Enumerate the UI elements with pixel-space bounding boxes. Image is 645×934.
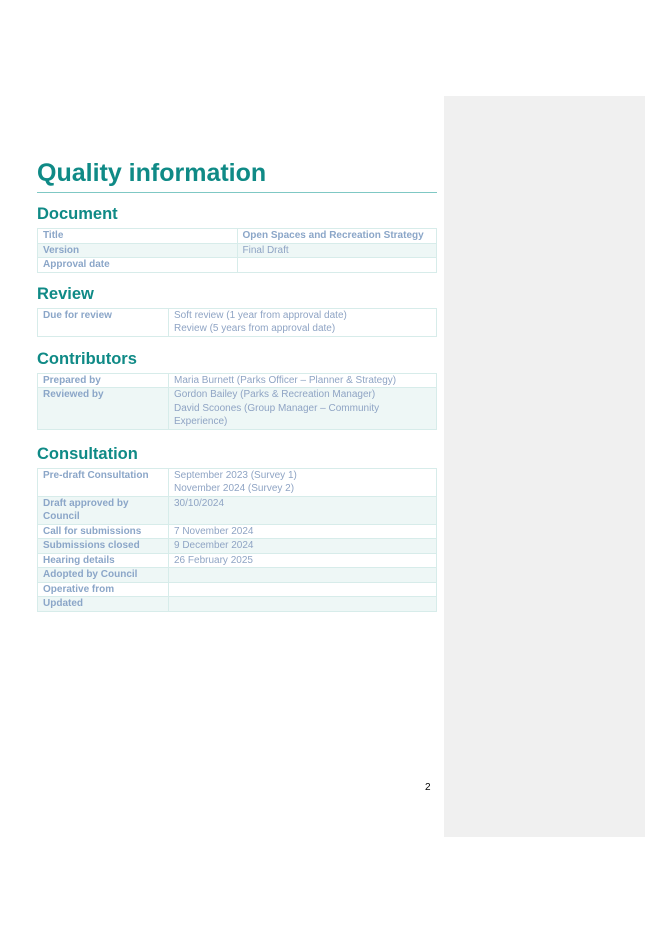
value-line: Gordon Bailey (Parks & Recreation Manager) <box>174 389 376 400</box>
row-value <box>169 388 437 430</box>
page-number: 2 <box>425 782 431 793</box>
row-label: Submissions closed <box>38 539 169 554</box>
row-label: Hearing details <box>38 553 169 568</box>
row-value: Maria Burnett (Parks Officer – Planner & Strategy) <box>169 373 437 388</box>
row-value <box>169 597 437 612</box>
table-row <box>38 243 437 258</box>
row-label: Adopted by Council <box>38 568 169 583</box>
row-value <box>169 468 437 496</box>
table-row <box>38 582 437 597</box>
comment-margin-panel <box>444 96 645 837</box>
value-line: September 2023 (Survey 1) <box>174 469 297 481</box>
row-label: Reviewed by <box>38 388 169 430</box>
table-row <box>38 373 437 388</box>
row-value: 7 November 2024 <box>169 524 437 539</box>
table-row <box>38 553 437 568</box>
row-label: Call for submissions <box>38 524 169 539</box>
row-value: Open Spaces and Recreation Strategy <box>237 229 437 244</box>
row-value: 26 February 2025 <box>169 553 437 568</box>
value-line: Review (5 years from approval date) <box>174 323 336 334</box>
page-title: Quality information <box>37 157 437 193</box>
row-label: Approval date <box>38 258 238 273</box>
row-value <box>169 568 437 583</box>
value-line: November 2024 (Survey 2) <box>174 483 295 494</box>
review-table <box>37 308 437 337</box>
row-label: Version <box>38 243 238 258</box>
document-heading: Document <box>37 205 118 223</box>
document-table <box>37 228 437 273</box>
table-row <box>38 258 437 273</box>
contributors-heading: Contributors <box>37 349 137 368</box>
row-label: Prepared by <box>38 373 169 388</box>
row-value: 9 December 2024 <box>169 539 437 554</box>
row-value <box>237 258 437 273</box>
table-row <box>38 496 437 524</box>
row-value <box>169 308 437 336</box>
table-row <box>38 539 437 554</box>
consultation-heading: Consultation <box>37 444 138 463</box>
table-row <box>38 388 437 430</box>
table-row <box>38 568 437 583</box>
row-value: 30/10/2024 <box>169 496 437 524</box>
row-value: Final Draft <box>237 243 437 258</box>
table-row <box>38 308 437 336</box>
value-line: David Scoones (Group Manager – Community Experience) <box>174 402 380 427</box>
row-label: Pre-draft Consultation <box>38 468 169 496</box>
value-line: Soft review (1 year from approval date) <box>174 309 347 321</box>
row-value <box>169 582 437 597</box>
consultation-table <box>37 468 437 612</box>
row-label: Updated <box>38 597 169 612</box>
row-label: Due for review <box>38 308 169 336</box>
review-heading: Review <box>37 284 94 303</box>
contributors-table <box>37 373 437 430</box>
table-row <box>38 524 437 539</box>
table-row <box>38 229 437 244</box>
table-row <box>38 597 437 612</box>
row-label: Title <box>38 229 238 244</box>
row-label: Operative from <box>38 582 169 597</box>
page-content <box>37 157 437 612</box>
row-label: Draft approved by Council <box>38 496 169 524</box>
table-row <box>38 468 437 496</box>
